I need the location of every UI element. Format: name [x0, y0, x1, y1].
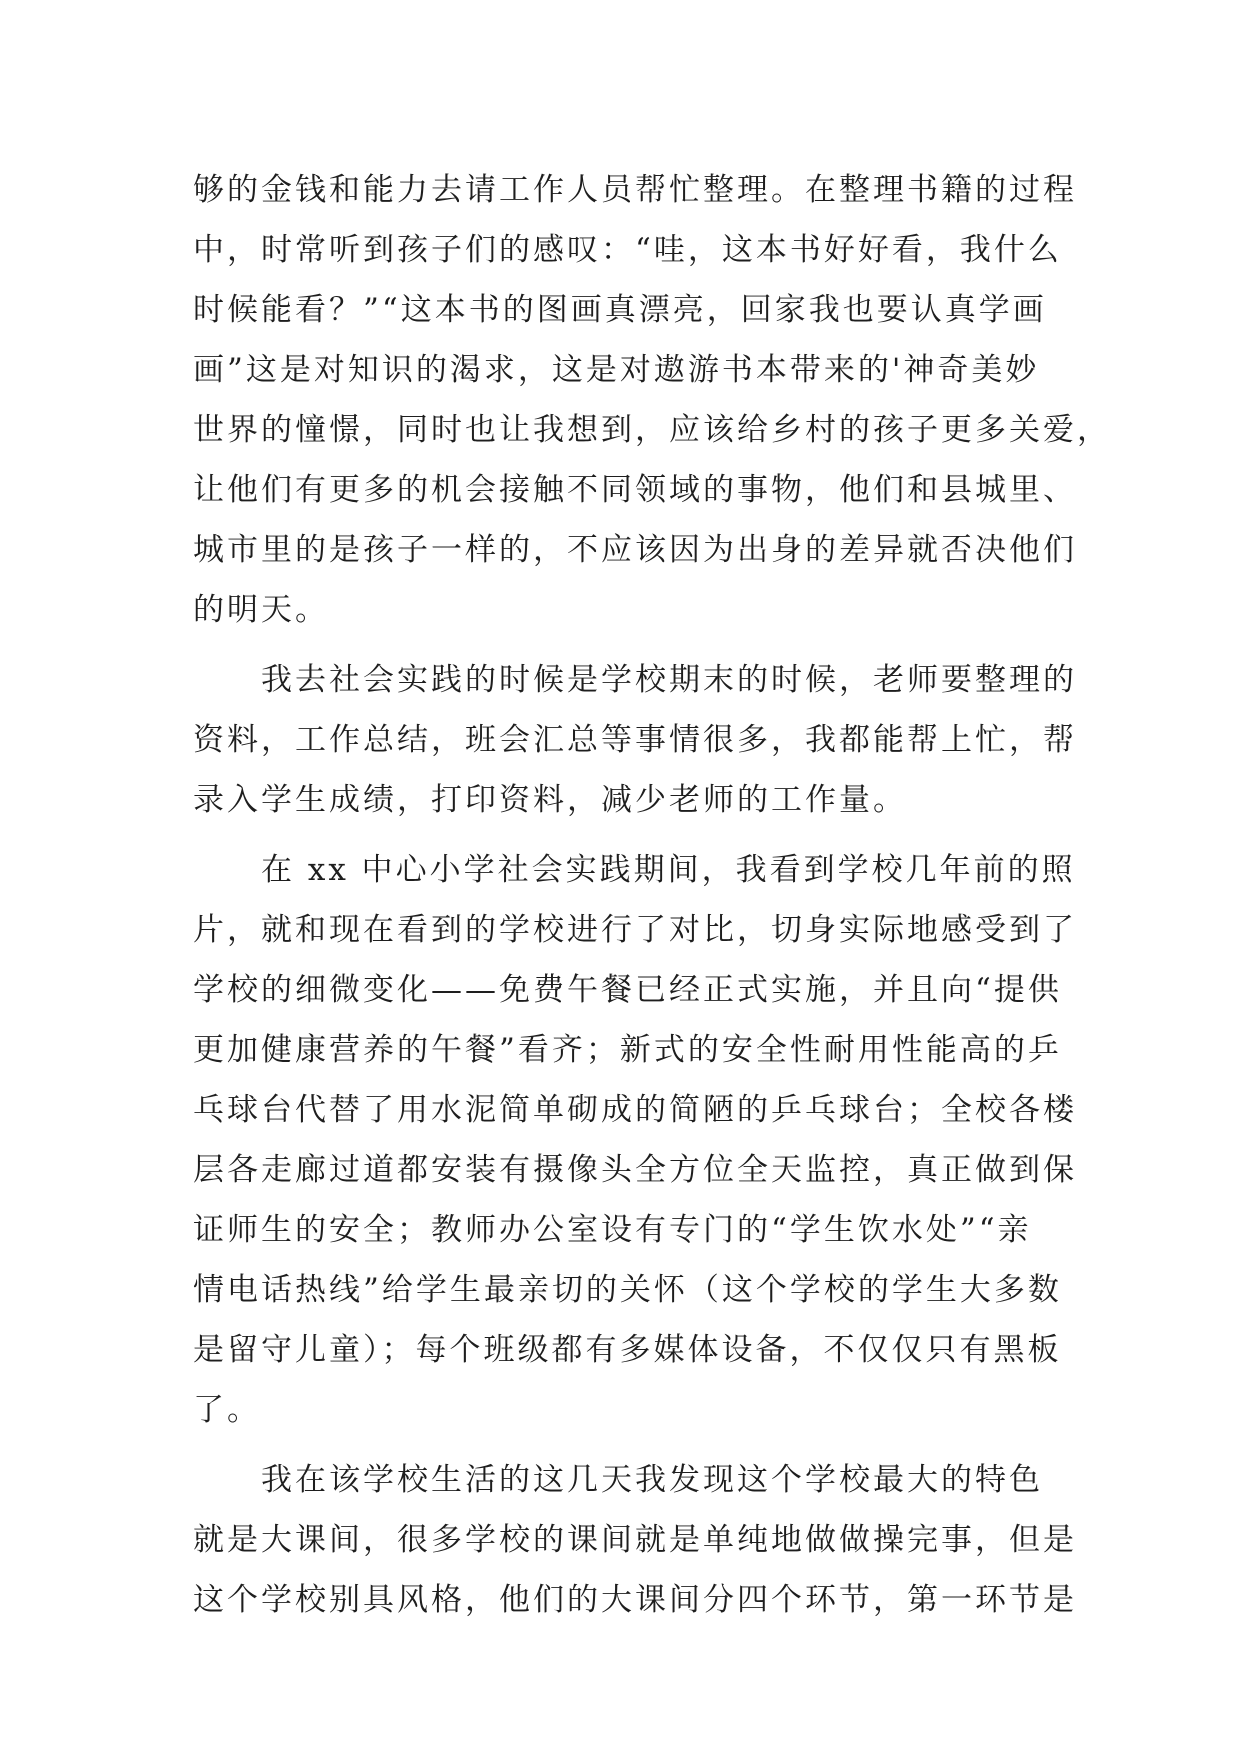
- text-line: 中，时常听到孩子们的感叹：“哇，这本书好好看，我什么: [193, 232, 1062, 268]
- text-line: 时候能看？”“这本书的图画真漂亮，回家我也要认真学画: [193, 292, 1047, 328]
- text-line: 资料，工作总结，班会汇总等事情很多，我都能帮上忙，帮: [193, 722, 1077, 758]
- text-line: 情电话热线”给学生最亲切的关怀（这个学校的学生大多数: [193, 1272, 1062, 1308]
- text-line: 画”这是对知识的渴求，这是对遨游书本带来的'神奇美妙: [193, 352, 1040, 388]
- text-line: 录入学生成绩，打印资料，减少老师的工作量。: [193, 782, 907, 818]
- text-line: 城市里的是孩子一样的，不应该因为出身的差异就否决他们: [193, 532, 1077, 568]
- text-line: 证师生的安全；教师办公室设有专门的“学生饮水处”“亲: [193, 1212, 1032, 1248]
- text-line: 世界的憧憬，同时也让我想到，应该给乡村的孩子更多关爱，: [193, 412, 1111, 448]
- paragraph-start-line: 我去社会实践的时候是学校期末的时候，老师要整理的: [261, 662, 1077, 698]
- text-line: 这个学校别具风格，他们的大课间分四个环节，第一环节是: [193, 1582, 1077, 1618]
- paragraph-start-line: 在 xx 中心小学社会实践期间，我看到学校几年前的照: [261, 852, 1076, 888]
- text-line: 层各走廊过道都安装有摄像头全方位全天监控，真正做到保: [193, 1152, 1077, 1188]
- body-text: [193, 160, 1111, 1630]
- text-line: 是留守儿童）；每个班级都有多媒体设备，不仅仅只有黑板: [193, 1332, 1062, 1368]
- text-line: 的明天。: [193, 592, 329, 628]
- text-line: 更加健康营养的午餐”看齐；新式的安全性耐用性能高的乒: [193, 1032, 1062, 1068]
- text-line: 就是大课间，很多学校的课间就是单纯地做做操完事，但是: [193, 1522, 1077, 1558]
- text-line: 让他们有更多的机会接触不同领域的事物，他们和县城里、: [193, 472, 1077, 508]
- text-line: 片，就和现在看到的学校进行了对比，切身实际地感受到了: [193, 912, 1077, 948]
- text-line: 乓球台代替了用水泥简单砌成的简陋的乒乓球台；全校各楼: [193, 1092, 1077, 1128]
- text-line: 学校的细微变化——免费午餐已经正式实施，并且向“提供: [193, 972, 1062, 1008]
- text-line: 了。: [193, 1392, 261, 1428]
- paragraph-start-line: 我在该学校生活的这几天我发现这个学校最大的特色: [261, 1462, 1043, 1498]
- text-line: 够的金钱和能力去请工作人员帮忙整理。在整理书籍的过程: [193, 172, 1077, 208]
